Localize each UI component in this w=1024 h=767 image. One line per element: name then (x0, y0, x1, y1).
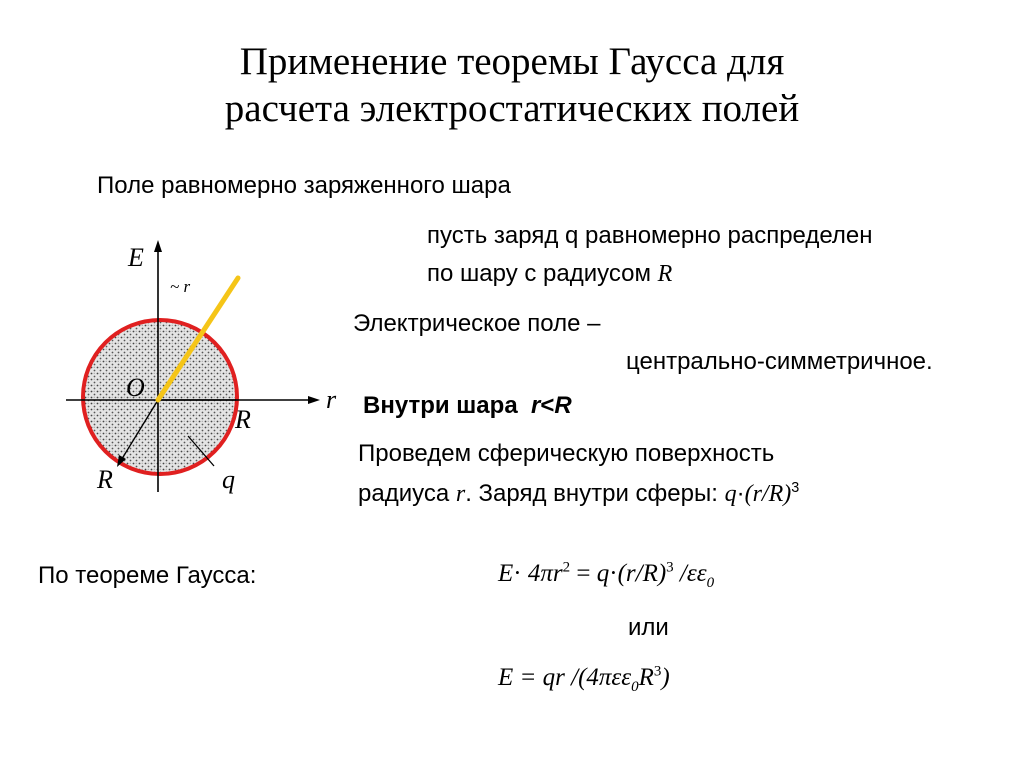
inside-label: Внутри шара (363, 392, 518, 419)
surface-prefix: радиуса (358, 480, 456, 507)
eq1-exp3: 3 (666, 559, 674, 576)
or-text: или (628, 614, 669, 641)
eq1-r-exp: 2 (562, 559, 571, 576)
surface-var-r: r (455, 481, 466, 507)
axis-E-arrow (154, 240, 162, 252)
eq2-sub: 0 (631, 679, 639, 695)
surface-charge-expr: (r/R) (744, 481, 792, 507)
eq1-dot2: · (609, 560, 618, 587)
title-line-1: Применение теоремы Гаусса для (239, 40, 785, 83)
axis-E-label: E (128, 243, 144, 272)
eq1-rr: (r/R) (617, 560, 667, 587)
eq1-eq: = (570, 560, 597, 587)
eq2-R-exp: 3 (653, 663, 662, 680)
eq1-dot: · (513, 560, 522, 587)
title-line-2: расчета электростатических полей (224, 87, 800, 130)
surface-mid: . Заряд внутри сферы: (465, 480, 725, 507)
assumption-line-1: пусть заряд q равномерно распределен (427, 222, 873, 249)
proportional-label: ~ r (170, 277, 191, 296)
eq2-R: R (638, 664, 654, 691)
inside-r: r (531, 392, 541, 419)
axis-r-label: r (326, 385, 337, 414)
eq2-close: ) (661, 664, 670, 691)
surface-dot: · (736, 480, 745, 507)
eq1-den-sub: 0 (706, 575, 715, 591)
eq1-4pi: 4π (521, 560, 553, 587)
subtitle: Поле равномерно заряженного шара (97, 172, 511, 199)
assumption-var-R: R (657, 261, 673, 287)
eq2-main: E = qr /(4πεε (498, 664, 632, 691)
field-line-1: Электрическое поле – (353, 310, 601, 337)
charge-label: q (222, 465, 235, 494)
eq1-r: r (552, 560, 563, 587)
surface-charge-q: q (724, 481, 737, 507)
field-line-2: центрально-симметричное. (626, 348, 933, 375)
radius-right-label: R (235, 405, 251, 434)
gauss-label: По теореме Гаусса: (38, 562, 257, 589)
eq1-den: /εε (673, 560, 707, 587)
origin-label: O (126, 373, 145, 402)
inside-op: < (540, 392, 555, 419)
eq1-E: E (498, 560, 514, 587)
axis-r-arrow (308, 396, 320, 404)
radius-left-label: R (97, 465, 113, 494)
assumption-text: по шару с радиусом (427, 260, 658, 287)
surface-charge-exp: 3 (791, 480, 800, 496)
surface-line-1: Проведем сферическую поверхность (358, 440, 775, 467)
inside-R: R (554, 392, 572, 419)
eq1-q: q (596, 560, 610, 587)
